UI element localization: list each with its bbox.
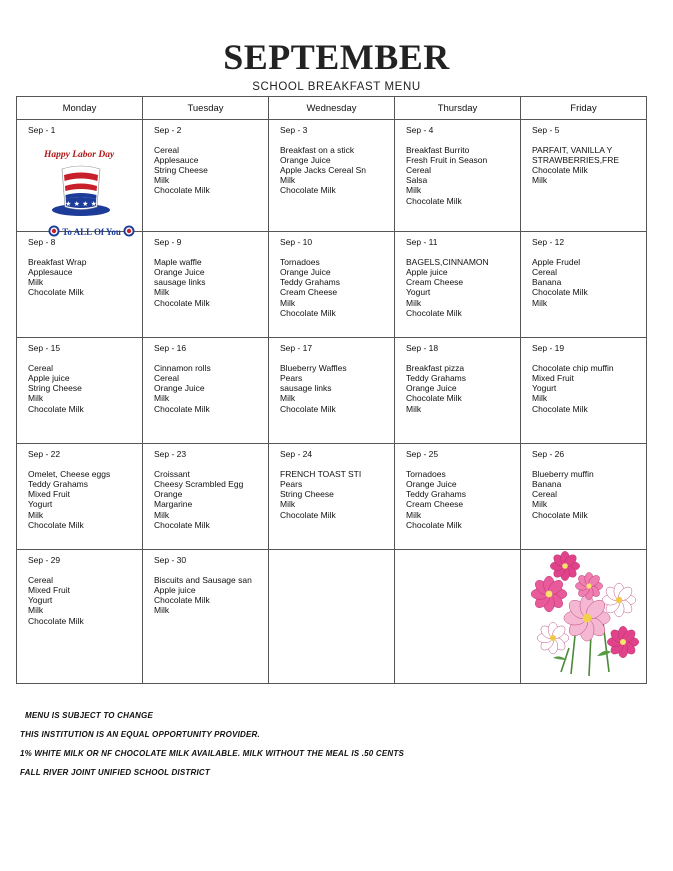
day-cell: [17, 232, 143, 338]
day-content: [143, 444, 268, 530]
day-content: [143, 550, 268, 615]
menu-item: Cheesy Scrambled Egg: [154, 479, 244, 490]
day-content: [143, 338, 268, 414]
day-content: [521, 444, 646, 520]
menu-item: Mixed Fruit: [532, 373, 575, 384]
menu-item: Chocolate Milk: [154, 403, 210, 414]
menu-item: Milk: [406, 185, 422, 196]
day-date: Sep - 24: [280, 449, 313, 460]
menu-item: Mixed Fruit: [28, 585, 71, 596]
day-content: [17, 550, 142, 626]
menu-item: Chocolate Milk: [532, 509, 588, 520]
menu-item: Pears: [280, 479, 303, 490]
day-cell: [521, 232, 647, 338]
menu-item: Milk: [532, 499, 548, 510]
menu-item: Chocolate Milk: [28, 519, 84, 530]
menu-item: Yogurt: [532, 383, 557, 394]
week-row: [17, 550, 647, 684]
menu-item: Tornadoes: [280, 257, 320, 268]
flower-decoration: [521, 550, 646, 689]
menu-item: Milk: [280, 499, 296, 510]
header-thursday: Thursday: [395, 97, 521, 120]
menu-item: Milk: [28, 277, 44, 288]
menu-item: sausage links: [280, 383, 332, 394]
menu-item: Teddy Grahams: [28, 479, 88, 490]
page-title: SEPTEMBER: [223, 37, 450, 77]
menu-item: Breakfast Burrito: [406, 145, 470, 156]
week-row: [17, 120, 647, 232]
day-cell: [143, 120, 269, 232]
day-cell: [521, 550, 647, 684]
menu-item: Applesauce: [154, 155, 199, 166]
day-cell: [395, 444, 521, 550]
menu-item: Chocolate Milk: [280, 509, 336, 520]
menu-item: Milk: [280, 297, 296, 308]
menu-item: Chocolate Milk: [154, 595, 210, 606]
day-date: Sep - 5: [532, 125, 560, 135]
menu-item: STRAWBERRIES,FRE: [532, 155, 620, 166]
day-cell: [17, 444, 143, 550]
day-cell: [17, 550, 143, 684]
menu-item: Apple juice: [28, 373, 70, 384]
menu-item: Cereal: [532, 267, 558, 278]
menu-item: Chocolate Milk: [154, 519, 210, 530]
menu-item: Chocolate Milk: [280, 185, 336, 196]
menu-item: Chocolate Milk: [532, 403, 588, 414]
menu-item: PARFAIT, VANILLA Y: [532, 145, 613, 156]
day-content: [395, 232, 520, 318]
menu-item: Milk: [406, 403, 422, 414]
day-date: Sep - 15: [28, 343, 61, 354]
menu-item: Cream Cheese: [280, 287, 338, 298]
day-date: Sep - 12: [532, 237, 565, 248]
menu-item: sausage links: [154, 277, 206, 288]
menu-item: Chocolate Milk: [532, 287, 588, 298]
menu-item: Cereal: [406, 165, 432, 176]
day-date: Sep - 4: [406, 125, 434, 135]
day-cell: [143, 444, 269, 550]
menu-item: Blueberry muffin: [532, 469, 594, 480]
day-date: Sep - 10: [280, 237, 313, 248]
day-cell: [395, 338, 521, 444]
menu-item: Apple Frudel: [532, 257, 581, 268]
menu-item: Omelet, Cheese eggs: [28, 469, 111, 480]
menu-item: Chocolate Milk: [406, 393, 462, 404]
day-content: [143, 120, 268, 196]
menu-item: Teddy Grahams: [406, 373, 466, 384]
day-cell: [521, 120, 647, 232]
menu-item: Orange Juice: [280, 267, 331, 278]
day-content: [395, 338, 520, 414]
menu-item: Milk: [154, 175, 170, 186]
header-monday: Monday: [17, 97, 143, 120]
menu-item: Chocolate Milk: [28, 403, 84, 414]
empty-day-cell: [269, 550, 395, 684]
week-row: [17, 338, 647, 444]
menu-item: Salsa: [406, 175, 428, 186]
menu-item: Milk: [28, 509, 44, 520]
menu-item: Milk: [154, 287, 170, 298]
day-date: Sep - 25: [406, 449, 439, 460]
menu-item: Fresh Fruit in Season: [406, 155, 488, 166]
menu-item: Breakfast pizza: [406, 363, 465, 374]
menu-item: Orange Juice: [406, 479, 457, 490]
menu-item: Cereal: [28, 575, 54, 586]
menu-item: Teddy Grahams: [280, 277, 340, 288]
header-friday: Friday: [521, 97, 647, 120]
labor-day-title: Happy Labor Day: [44, 150, 115, 161]
menu-item: Milk: [28, 605, 44, 616]
footer-note: THIS INSTITUTION IS AN EQUAL OPPORTUNITY PROVIDER.: [20, 730, 260, 739]
day-date: Sep - 22: [28, 449, 61, 460]
menu-item: Chocolate Milk: [406, 519, 462, 530]
menu-item: Teddy Grahams: [406, 489, 466, 500]
menu-item: Chocolate Milk: [406, 195, 462, 206]
menu-item: Milk: [532, 393, 548, 404]
menu-item: Yogurt: [28, 595, 53, 606]
day-date: Sep - 16: [154, 343, 187, 354]
day-date: Sep - 8: [28, 237, 56, 248]
day-cell: [269, 232, 395, 338]
menu-item: Yogurt: [28, 499, 53, 510]
day-content: [17, 444, 142, 530]
menu-item: Chocolate Milk: [28, 287, 84, 298]
menu-item: Milk: [154, 605, 170, 616]
day-date: Sep - 30: [154, 555, 187, 566]
day-date: Sep - 29: [28, 555, 61, 566]
day-date: Sep - 19: [532, 343, 565, 354]
day-cell: [269, 120, 395, 232]
day-content: [17, 120, 142, 238]
menu-item: Breakfast Wrap: [28, 257, 87, 268]
week-row: [17, 232, 647, 338]
menu-item: String Cheese: [28, 383, 82, 394]
svg-text:★ ★ ★ ★: ★ ★ ★ ★: [65, 200, 97, 209]
menu-item: Biscuits and Sausage san: [154, 575, 252, 586]
menu-item: Cereal: [532, 489, 558, 500]
footer-note: FALL RIVER JOINT UNIFIED SCHOOL DISTRICT: [20, 768, 210, 777]
header-tuesday: Tuesday: [143, 97, 269, 120]
menu-item: Milk: [154, 393, 170, 404]
weekday-header-row: [17, 97, 647, 120]
day-date: Sep - 2: [154, 125, 182, 135]
menu-item: Tornadoes: [406, 469, 446, 480]
day-content: [269, 120, 394, 196]
menu-item: Orange Juice: [154, 383, 205, 394]
day-cell: [143, 232, 269, 338]
menu-item: Croissant: [154, 469, 190, 480]
day-content: [395, 120, 520, 206]
menu-item: Cream Cheese: [406, 499, 464, 510]
day-cell: [521, 338, 647, 444]
day-content: [521, 338, 646, 414]
day-content: [17, 232, 142, 297]
menu-item: Milk: [532, 175, 548, 186]
menu-item: Cinnamon rolls: [154, 363, 211, 374]
breakfast-calendar: [16, 96, 647, 684]
menu-item: FRENCH TOAST STI: [280, 469, 362, 480]
hat-graphic: [50, 163, 112, 221]
menu-item: Mixed Fruit: [28, 489, 71, 500]
day-cell: [143, 338, 269, 444]
menu-item: Milk: [532, 297, 548, 308]
day-cell: [17, 120, 143, 238]
uncle-sam-hat-icon: [50, 163, 112, 219]
menu-item: Apple Jacks Cereal Sn: [280, 165, 366, 176]
menu-item: Yogurt: [406, 287, 431, 298]
menu-item: Apple juice: [154, 585, 196, 596]
cosmos-flowers-icon: [531, 556, 641, 678]
menu-item: String Cheese: [280, 489, 334, 500]
menu-item: Cream Cheese: [406, 277, 464, 288]
menu-item: Apple juice: [406, 267, 448, 278]
menu-item: Milk: [154, 509, 170, 520]
day-date: Sep - 3: [280, 125, 308, 135]
day-date: Sep - 1: [28, 125, 56, 135]
menu-item: Chocolate Milk: [406, 307, 462, 318]
day-content: [17, 338, 142, 414]
day-content: [143, 232, 268, 308]
menu-item: Orange: [154, 489, 183, 500]
menu-item: Chocolate Milk: [28, 615, 84, 626]
day-content: [269, 338, 394, 414]
day-date: Sep - 23: [154, 449, 187, 460]
day-cell: [395, 232, 521, 338]
menu-item: Orange Juice: [154, 267, 205, 278]
day-content: [521, 232, 646, 308]
day-date: Sep - 26: [532, 449, 565, 460]
menu-item: Chocolate Milk: [154, 297, 210, 308]
day-content: [521, 120, 646, 185]
menu-item: Maple waffle: [154, 257, 202, 268]
menu-item: Applesauce: [28, 267, 73, 278]
menu-item: Banana: [532, 479, 562, 490]
week-row: [17, 444, 647, 550]
menu-item: Milk: [280, 393, 296, 404]
day-cell: [269, 338, 395, 444]
menu-item: Cereal: [28, 363, 54, 374]
menu-item: Chocolate Milk: [154, 185, 210, 196]
menu-item: Breakfast on a stick: [280, 145, 355, 156]
day-cell: [143, 550, 269, 684]
footer-note: 1% WHITE MILK OR NF CHOCOLATE MILK AVAILABLE. MILK WITHOUT THE MEAL IS .50 CENTS: [20, 749, 404, 758]
menu-item: Orange Juice: [280, 155, 331, 166]
day-date: Sep - 11: [406, 237, 438, 248]
day-date: Sep - 18: [406, 343, 439, 354]
menu-item: Cereal: [154, 145, 180, 156]
day-content: [395, 444, 520, 530]
menu-item: BAGELS,CINNAMON: [406, 257, 489, 268]
day-content: [269, 232, 394, 318]
labor-day-footer: [48, 225, 135, 239]
menu-item: Milk: [280, 175, 296, 186]
menu-item: Chocolate chip muffin: [532, 363, 614, 374]
pinwheel-icon-1: [48, 225, 60, 237]
menu-item: Cereal: [154, 373, 180, 384]
day-cell: [269, 444, 395, 550]
day-cell: [521, 444, 647, 550]
empty-day-cell: [395, 550, 521, 684]
menu-item: Milk: [406, 297, 422, 308]
menu-item: Chocolate Milk: [280, 403, 336, 414]
footer-note: MENU IS SUBJECT TO CHANGE: [25, 711, 153, 720]
header-wednesday: Wednesday: [269, 97, 395, 120]
menu-item: Blueberry Waffles: [280, 363, 347, 374]
day-cell: [395, 120, 521, 232]
menu-item: Orange Juice: [406, 383, 457, 394]
labor-day-footer-text: To ALL Of You: [62, 227, 121, 238]
menu-item: String Cheese: [154, 165, 208, 176]
pinwheel-icon-2: [123, 225, 135, 237]
page-subtitle: SCHOOL BREAKFAST MENU: [252, 81, 421, 93]
menu-item: Pears: [280, 373, 303, 384]
labor-day-graphic: [28, 133, 142, 238]
menu-item: Chocolate Milk: [280, 307, 336, 318]
day-cell: [17, 338, 143, 444]
menu-item: Milk: [406, 509, 422, 520]
day-date: Sep - 9: [154, 237, 182, 248]
menu-item: Chocolate Milk: [532, 165, 588, 176]
day-date: Sep - 17: [280, 343, 313, 354]
menu-item: Banana: [532, 277, 562, 288]
day-content: [269, 444, 394, 520]
menu-item: Milk: [28, 393, 44, 404]
menu-item: Margarine: [154, 499, 193, 510]
